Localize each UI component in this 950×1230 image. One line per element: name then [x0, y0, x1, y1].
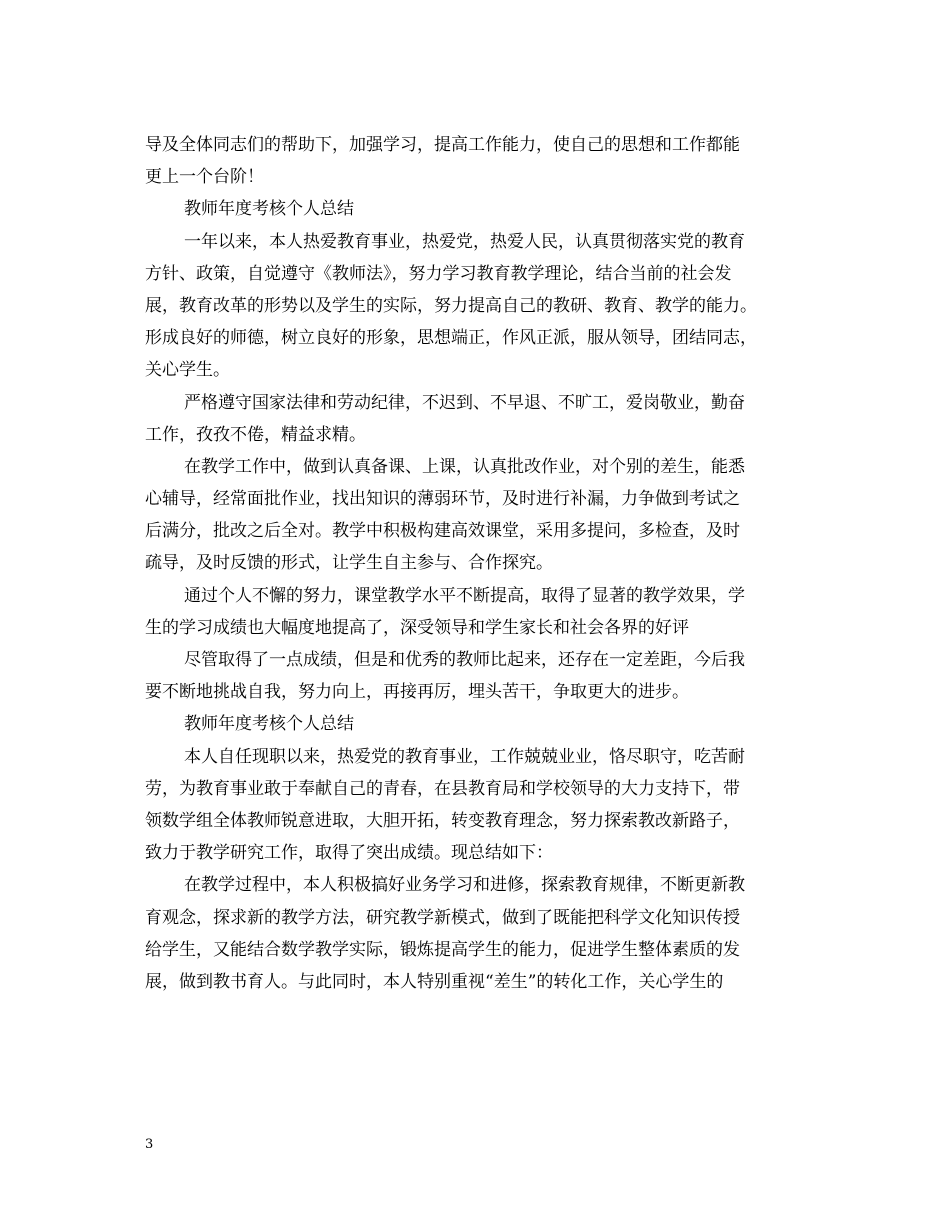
text-line: 尽管取得了一点成绩，但是和优秀的教师比起来，还存在一定差距，今后我 [184, 650, 745, 670]
text-line: 育观念，探求新的教学方法，研究教学新模式，做到了既能把科学文化知识传授 [145, 907, 740, 928]
text-line: 更上一个台阶！ [145, 167, 264, 188]
text-line: 领数学组全体教师锐意进取，大胆开拓，转变教育理念，努力探索教改新路子， [145, 810, 740, 831]
text-line: 一年以来，本人热爱教育事业，热爱党，热爱人民，认真贯彻落实党的教育 [184, 231, 745, 252]
text-line: 后满分，批改之后全对。教学中积极构建高效课堂，采用多提问，多检查，及时 [145, 521, 740, 542]
text-line: 展，做到教书育人。与此同时，本人特别重视“差生”的转化工作，关心学生的 [145, 971, 724, 992]
page-number: 3 [145, 1137, 154, 1152]
text-line: 导及全体同志们的帮助下，加强学习，提高工作能力，使自己的思想和工作都能 [145, 135, 740, 155]
text-line: 劳，为教育事业敢于奉献自己的青春，在县教育局和学校领导的大力支持下，带 [145, 778, 740, 799]
text-line: 方针、政策，自觉遵守《教师法》，努力学习教育教学理论，结合当前的社会发 [145, 263, 732, 284]
text-line: 形成良好的师德，树立良好的形象，思想端正，作风正派，服从领导，团结同志， [145, 328, 757, 349]
text-line: 疏导，及时反馈的形式，让学生自主参与、合作探究。 [145, 553, 553, 574]
text-line: 工作，孜孜不倦，精益求精。 [145, 424, 366, 445]
text-line: 严格遵守国家法律和劳动纪律，不迟到、不早退、不旷工，爱岗敬业，勤奋 [184, 392, 745, 413]
text-line: 致力于教学研究工作，取得了突出成绩。现总结如下： [145, 843, 553, 864]
document-body [145, 129, 810, 998]
text-line: 关心学生。 [145, 360, 230, 381]
text-line: 在教学过程中，本人积极搞好业务学习和进修，探索教育规律，不断更新教 [184, 875, 745, 896]
text-line: 教师年度考核个人总结 [184, 199, 354, 220]
text-line: 要不断地挑战自我，努力向上，再接再厉，埋头苦干，争取更大的进步。 [145, 682, 689, 703]
text-line: 在教学工作中，做到认真备课、上课，认真批改作业，对个别的差生，能悉 [184, 456, 745, 477]
text-line: 心辅导，经常面批作业，找出知识的薄弱环节，及时进行补漏，力争做到考试之 [145, 489, 740, 510]
text-line: 通过个人不懈的努力，课堂教学水平不断提高，取得了显著的教学效果，学 [184, 585, 745, 606]
text-line: 展，教育改革的形势以及学生的实际，努力提高自己的教研、教育、教学的能力。 [145, 295, 757, 316]
text-line: 教师年度考核个人总结 [184, 714, 354, 735]
text-line: 本人自任现职以来，热爱党的教育事业，工作兢兢业业，恪尽职守，吃苦耐 [184, 746, 745, 767]
text-line: 生的学习成绩也大幅度地提高了，深受领导和学生家长和社会各界的好评 [145, 617, 689, 638]
text-line: 给学生，又能结合数学教学实际，锻炼提高学生的能力，促进学生整体素质的发 [145, 939, 740, 960]
